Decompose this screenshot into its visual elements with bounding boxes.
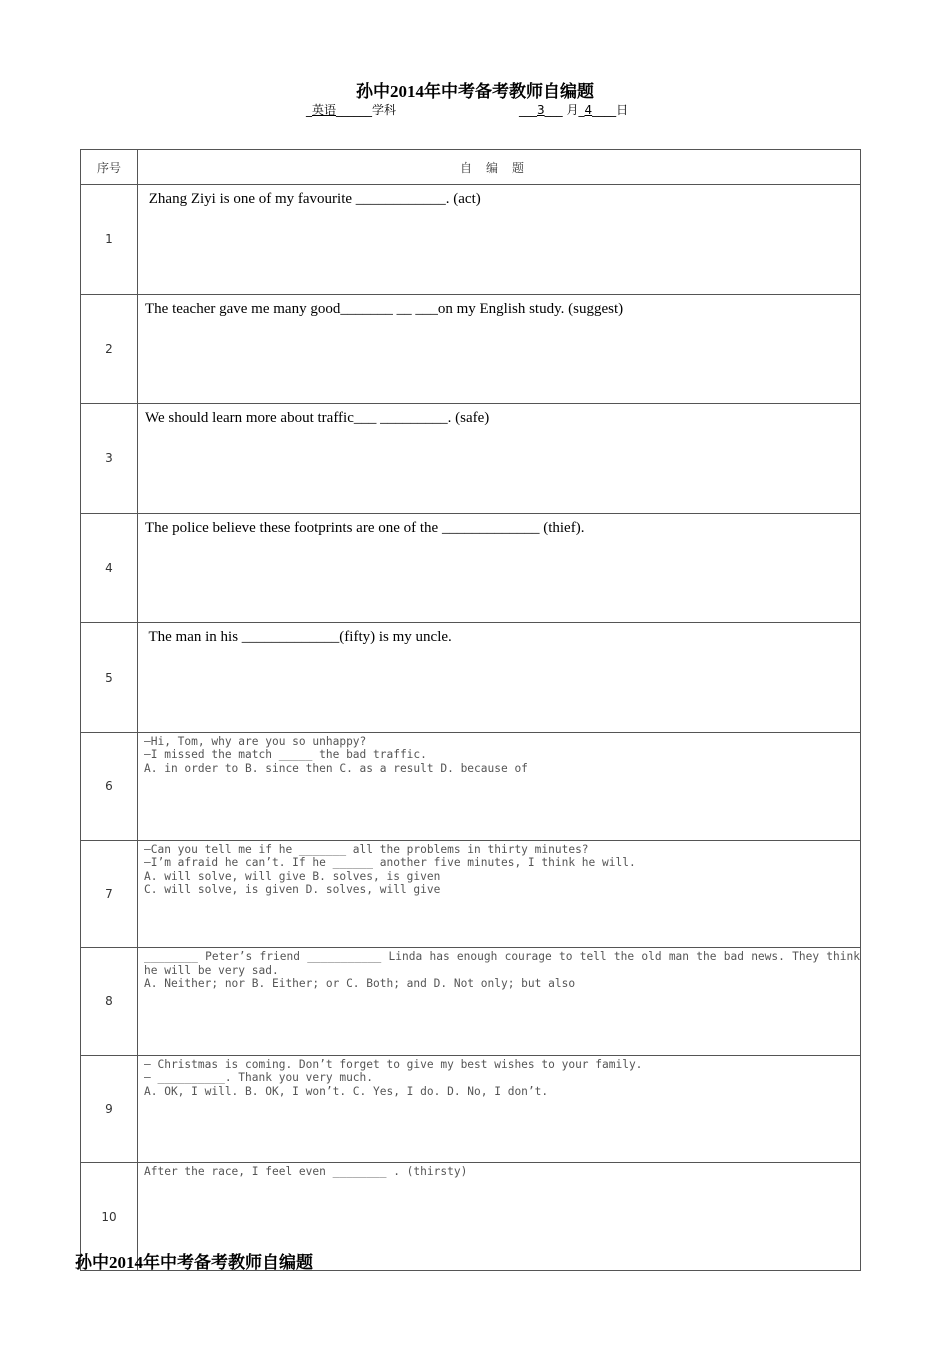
question-number: 8 (81, 948, 138, 1056)
table-row (81, 1055, 861, 1163)
question-number: 5 (81, 623, 138, 733)
question-text: We should learn more about traffic___ _________. (safe) (138, 404, 861, 514)
month-prefix: ___ (519, 103, 537, 117)
table-row (81, 404, 861, 514)
questions-table (80, 149, 861, 1271)
question-text: The police believe these footprints are one of the _____________ (thief). (138, 513, 861, 623)
question-text: The man in his _____________(fifty) is my uncle. (138, 623, 861, 733)
question-text: — Christmas is coming. Don’t forget to give my best wishes to your family. — __________. Thank you very much. A. OK, I will. B. OK, I won’t. C. Yes, I do. D. No, I don’t. (138, 1055, 861, 1163)
question-number: 10 (81, 1163, 138, 1271)
header-number: 序号 (81, 150, 138, 185)
question-text: Zhang Ziyi is one of my favourite ____________. (act) (138, 185, 861, 295)
date-field (519, 101, 628, 118)
month-value: 3 (537, 103, 545, 117)
table-row (81, 513, 861, 623)
table-row (81, 623, 861, 733)
question-text: ________ Peter’s friend ___________ Linda has enough courage to tell the old man the bad news. They think he will be very sad. A. Neither; nor B. Either; or C. Both; and D. Not only; but also (138, 948, 861, 1056)
subject-label: ______学科 (336, 103, 397, 117)
question-text: —Can you tell me if he _______ all the problems in thirty minutes? —I’m afraid he can’t. If he ______ another five minutes, I think he will. A. will solve, will give B. solves, is given C. will solve, is given D. solves, will give (138, 840, 861, 948)
footer-title: 孙中2014年中考备考教师自编题 (75, 1253, 313, 1272)
question-number: 9 (81, 1055, 138, 1163)
question-text: After the race, I feel even ________ . (thirsty) (138, 1163, 861, 1271)
day-value: 4 (584, 103, 593, 117)
table-row (81, 840, 861, 948)
question-number: 7 (81, 840, 138, 948)
question-number: 2 (81, 294, 138, 404)
subject-value: 英语 (312, 103, 337, 117)
question-number: 3 (81, 404, 138, 514)
question-number: 4 (81, 513, 138, 623)
question-number: 6 (81, 732, 138, 840)
question-text: The teacher gave me many good_______ __ ___on my English study. (suggest) (138, 294, 861, 404)
table-row (81, 294, 861, 404)
subject-prefix: _ (306, 103, 312, 117)
table-row (81, 948, 861, 1056)
table-header-row (81, 150, 861, 185)
table-row (81, 732, 861, 840)
question-text: —Hi, Tom, why are you so unhappy? —I missed the match _____ the bad traffic. A. in order to B. since then C. as a result D. because of (138, 732, 861, 840)
page-title: 孙中2014年中考备考教师自编题 (356, 82, 594, 101)
table-row (81, 185, 861, 295)
subject-field (306, 101, 396, 118)
day-prefix: _ (578, 103, 585, 117)
question-number: 1 (81, 185, 138, 295)
day-label: ____日 (592, 103, 629, 117)
month-label: ___ 月 (544, 103, 579, 117)
header-question: 自编题 (138, 150, 861, 185)
